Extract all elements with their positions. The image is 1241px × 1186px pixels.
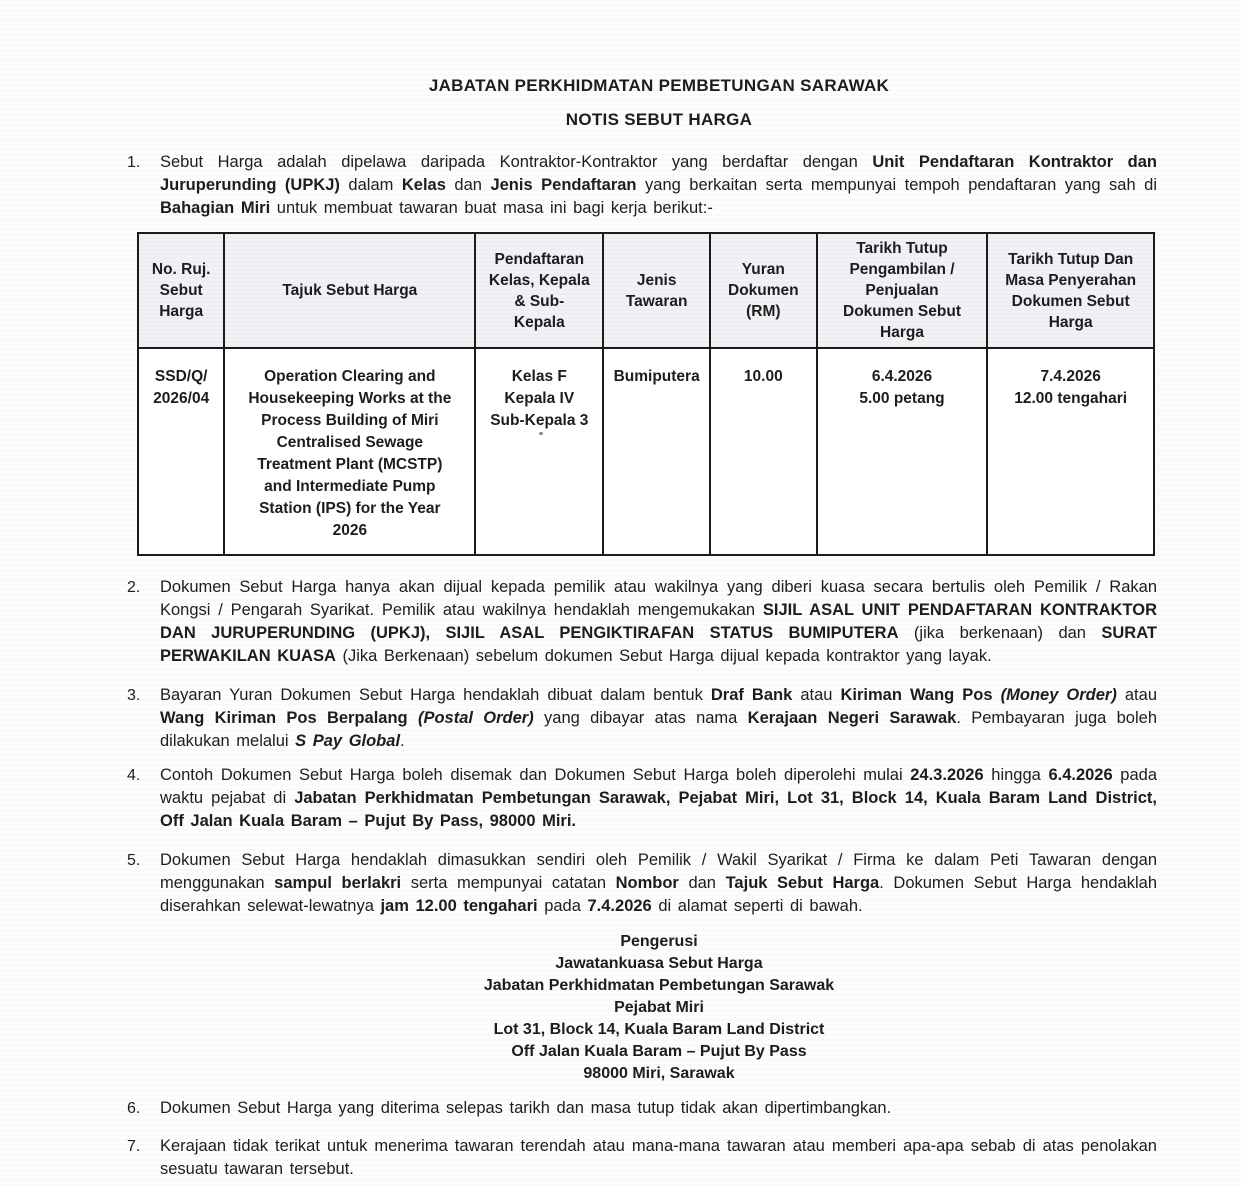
scan-artifact-dot [539, 432, 543, 435]
address-line-city: 98000 Miri, Sarawak [583, 1065, 735, 1082]
address-line-lot: Lot 31, Block 14, Kuala Baram Land District [493, 1021, 825, 1038]
clause-4 [127, 764, 1157, 833]
clause-5-number: 5. [127, 852, 141, 869]
th-yuran-dokumen: Yuran Dokumen (RM) [710, 233, 817, 348]
clause-2-number: 2. [127, 579, 141, 596]
clause-6-text: Dokumen Sebut Harga yang diterima selepas tarikh dan masa tutup tidak akan dipertimbangkan. [160, 1099, 892, 1117]
th-pendaftaran-kelas: Pendaftaran Kelas, Kepala & Sub- Kepala [475, 233, 603, 348]
clause-2 [127, 576, 1157, 668]
clause-1-text: Sebut Harga adalah dipelawa daripada Kontraktor-Kontraktor yang berdaftar dengan Unit Pendaftaran Kontraktor dan Juruperunding (UPKJ) dalam Kelas dan Jenis Pendaftaran yang berkaitan serta mempunyai tempoh pendaftaran yang sah di Bahagian Miri untuk membuat tawaran buat masa ini bagi kerja berikut:- [160, 153, 1158, 217]
clause-3 [127, 684, 1157, 753]
clause-3-number: 3. [127, 687, 141, 704]
th-no-ruj-sebut-harga: No. Ruj. Sebut Harga [138, 233, 224, 348]
cell-registration-class [475, 348, 603, 555]
clause-7 [127, 1135, 1157, 1181]
tender-row [138, 348, 1154, 555]
address-line-road: Off Jalan Kuala Baram – Pujut By Pass [511, 1043, 807, 1060]
address-line-department: Jabatan Perkhidmatan Pembetungan Sarawak [483, 977, 835, 994]
clause-2-text: Dokumen Sebut Harga hanya akan dijual kepada pemilik atau wakilnya yang diberi kuasa secara bertulis oleh Pemilik / Rakan Kongsi / Pengarah Syarikat. Pemilik atau wakilnya hendaklah mengemukakan SIJIL ASAL UNIT PENDAFTARAN KONTRAKTOR DAN JURUPERUNDING (UPKJ), SIJIL ASAL PENGIKTIRAFAN STATUS BUMIPUTERA (jika berkenaan) dan SURAT PERWAKILAN KUASA (Jika Berkenaan) sebelum dokumen Sebut Harga dijual kepada kontraktor yang layak. [160, 578, 1157, 665]
cell-sale-closing-date: 6.4.2026 5.00 petang [817, 348, 988, 555]
cell-registration-class-text: Kelas F Kepala IV Sub-Kepala 3 [490, 368, 589, 429]
header-row [138, 233, 1154, 348]
th-tarikh-tutup-pengambilan: Tarikh Tutup Pengambilan / Penjualan Dokumen Sebut Harga [817, 233, 988, 348]
document-subtitle: NOTIS SEBUT HARGA [565, 110, 753, 129]
clause-4-text: Contoh Dokumen Sebut Harga boleh disemak dan Dokumen Sebut Harga boleh diperolehi mulai 24.3.2026 hingga 6.4.2026 pada waktu pejabat di Jabatan Perkhidmatan Pembetungan Sarawak, Pejabat Miri, Lot 31, Block 14, Kuala Baram Land District, Off Jalan Kuala Baram – Pujut By Pass, 98000 Miri. [160, 766, 1157, 830]
clause-7-number: 7. [127, 1138, 141, 1155]
address-line-office: Pejabat Miri [614, 999, 704, 1016]
clause-7-text: Kerajaan tidak terikat untuk menerima tawaran terendah atau mana-mana tawaran atau memberi apa-apa sebab di atas penolakan sesuatu tawaran tersebut. [160, 1137, 1157, 1178]
tender-table-body [138, 348, 1154, 555]
tender-table [137, 232, 1155, 556]
clause-5 [127, 849, 1157, 918]
th-tarikh-tutup-penyerahan: Tarikh Tutup Dan Masa Penyerahan Dokumen Sebut Harga [987, 233, 1154, 348]
th-tajuk-sebut-harga: Tajuk Sebut Harga [224, 233, 475, 348]
clause-6-number: 6. [127, 1100, 141, 1117]
cell-tender-title: Operation Clearing and Housekeeping Works at the Process Building of Miri Centralised Sewage Treatment Plant (MCSTP) and Intermediate Pump Station (IPS) for the Year 2026 [224, 348, 475, 555]
clause-3-text: Bayaran Yuran Dokumen Sebut Harga hendaklah dibuat dalam bentuk Draf Bank atau Kiriman Wang Pos (Money Order) atau Wang Kiriman Pos Berpalang (Postal Order) yang dibayar atas nama Kerajaan Negeri Sarawak. Pembayaran juga boleh dilakukan melalui S Pay Global. [160, 686, 1157, 750]
cell-submission-closing-date: 7.4.2026 12.00 tengahari [987, 348, 1154, 555]
cell-offer-type: Bumiputera [603, 348, 710, 555]
address-line-committee: Jawatankuasa Sebut Harga [555, 955, 763, 972]
document-title: JABATAN PERKHIDMATAN PEMBETUNGAN SARAWAK [428, 76, 890, 95]
address-line-chairman: Pengerusi [620, 933, 698, 950]
cell-document-fee: 10.00 [710, 348, 817, 555]
cell-ref-number: SSD/Q/ 2026/04 [138, 348, 224, 555]
th-jenis-tawaran: Jenis Tawaran [603, 233, 710, 348]
submission-address [127, 931, 1157, 1085]
tender-table-header [138, 233, 1154, 348]
clause-1 [127, 151, 1157, 220]
clause-5-text: Dokumen Sebut Harga hendaklah dimasukkan sendiri oleh Pemilik / Wakil Syarikat / Firma ke dalam Peti Tawaran dengan menggunakan sampul berlakri serta mempunyai catatan Nombor dan Tajuk Sebut Harga. Dokumen Sebut Harga hendaklah diserahkan selewat-lewatnya jam 12.00 tengahari pada 7.4.2026 di alamat seperti di bawah. [160, 851, 1157, 915]
clause-6 [127, 1097, 1157, 1120]
clause-1-number: 1. [127, 154, 141, 171]
clause-4-number: 4. [127, 767, 141, 784]
